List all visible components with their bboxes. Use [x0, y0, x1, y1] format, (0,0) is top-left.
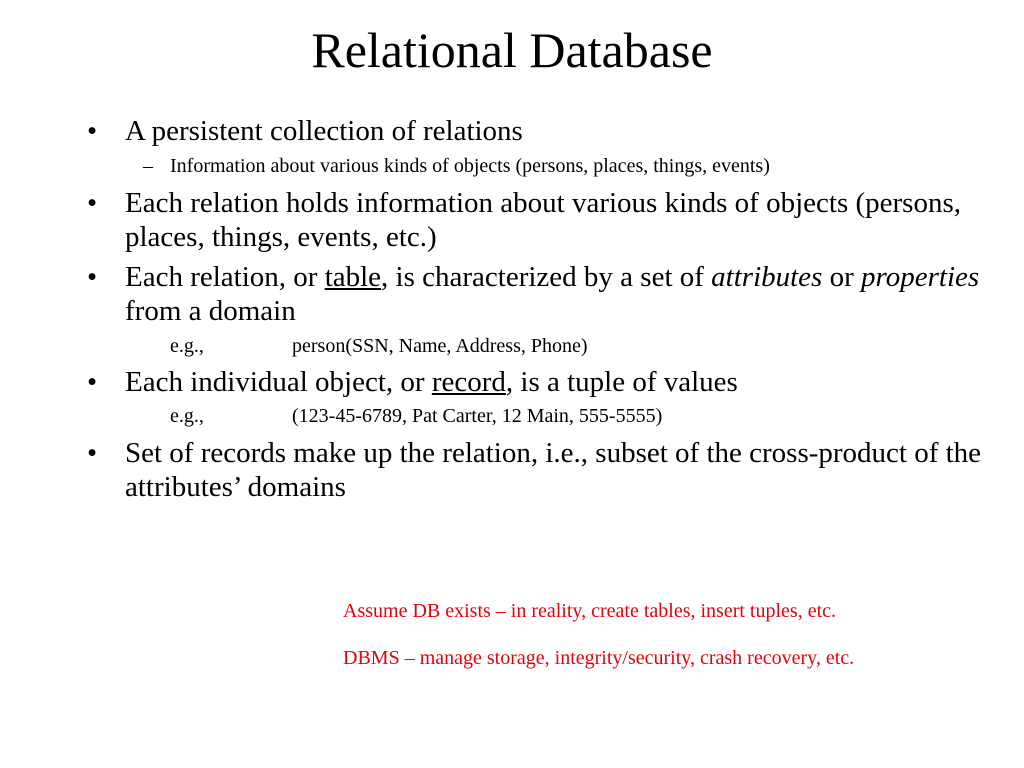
bullet-record-tuple: [87, 365, 995, 399]
bullet-relation-holds-info: [87, 186, 995, 254]
bullet-marker: •: [87, 366, 98, 398]
example-tuple-values: (123-45-6789, Pat Carter, 12 Main, 555-5555): [292, 405, 663, 427]
bullet-text: A persistent collection of relations: [125, 115, 523, 147]
term-attributes: attributes: [711, 261, 823, 293]
term-properties: properties: [861, 261, 980, 293]
bullet-marker: •: [87, 187, 98, 219]
bullet-marker: •: [87, 261, 98, 293]
bullet-relation-attributes: [87, 260, 995, 328]
note-dbms-manages: DBMS – manage storage, integrity/security, crash recovery, etc.: [343, 647, 855, 669]
bullet-text-part: Each individual object, or: [125, 366, 432, 398]
sub-bullet-marker: –: [143, 155, 153, 177]
bullet-text-part: , is characterized by a set of: [381, 261, 712, 293]
sub-bullet-text: Information about various kinds of objects (persons, places, things, events): [170, 155, 770, 177]
bullet-text: Each relation holds information about various kinds of objects (persons, places, things, events, etc.): [125, 187, 961, 253]
term-record: record: [431, 366, 506, 398]
example-person-schema: person(SSN, Name, Address, Phone): [292, 335, 588, 357]
bullet-marker: •: [87, 115, 98, 147]
bullet-text: Set of records make up the relation, i.e., subset of the cross-product of the attributes’ domains: [125, 437, 982, 503]
bullet-text-part: , is a tuple of values: [505, 366, 738, 398]
bullet-marker: •: [87, 437, 98, 469]
bullet-set-of-records: [87, 436, 995, 504]
slide-title: Relational Database: [311, 22, 713, 78]
bullet-text-part: or: [822, 261, 862, 293]
sub-bullet-information: [143, 154, 990, 178]
example-label: e.g.,: [170, 405, 204, 427]
bullet-text-part: Each relation, or: [125, 261, 325, 293]
note-assume-db-exists: Assume DB exists – in reality, create tables, insert tuples, etc.: [343, 600, 837, 622]
bullet-text-part: from a domain: [125, 295, 296, 327]
term-table: table: [324, 261, 382, 293]
example-label: e.g.,: [170, 335, 204, 357]
bullet-persistent-collection: [87, 114, 995, 148]
